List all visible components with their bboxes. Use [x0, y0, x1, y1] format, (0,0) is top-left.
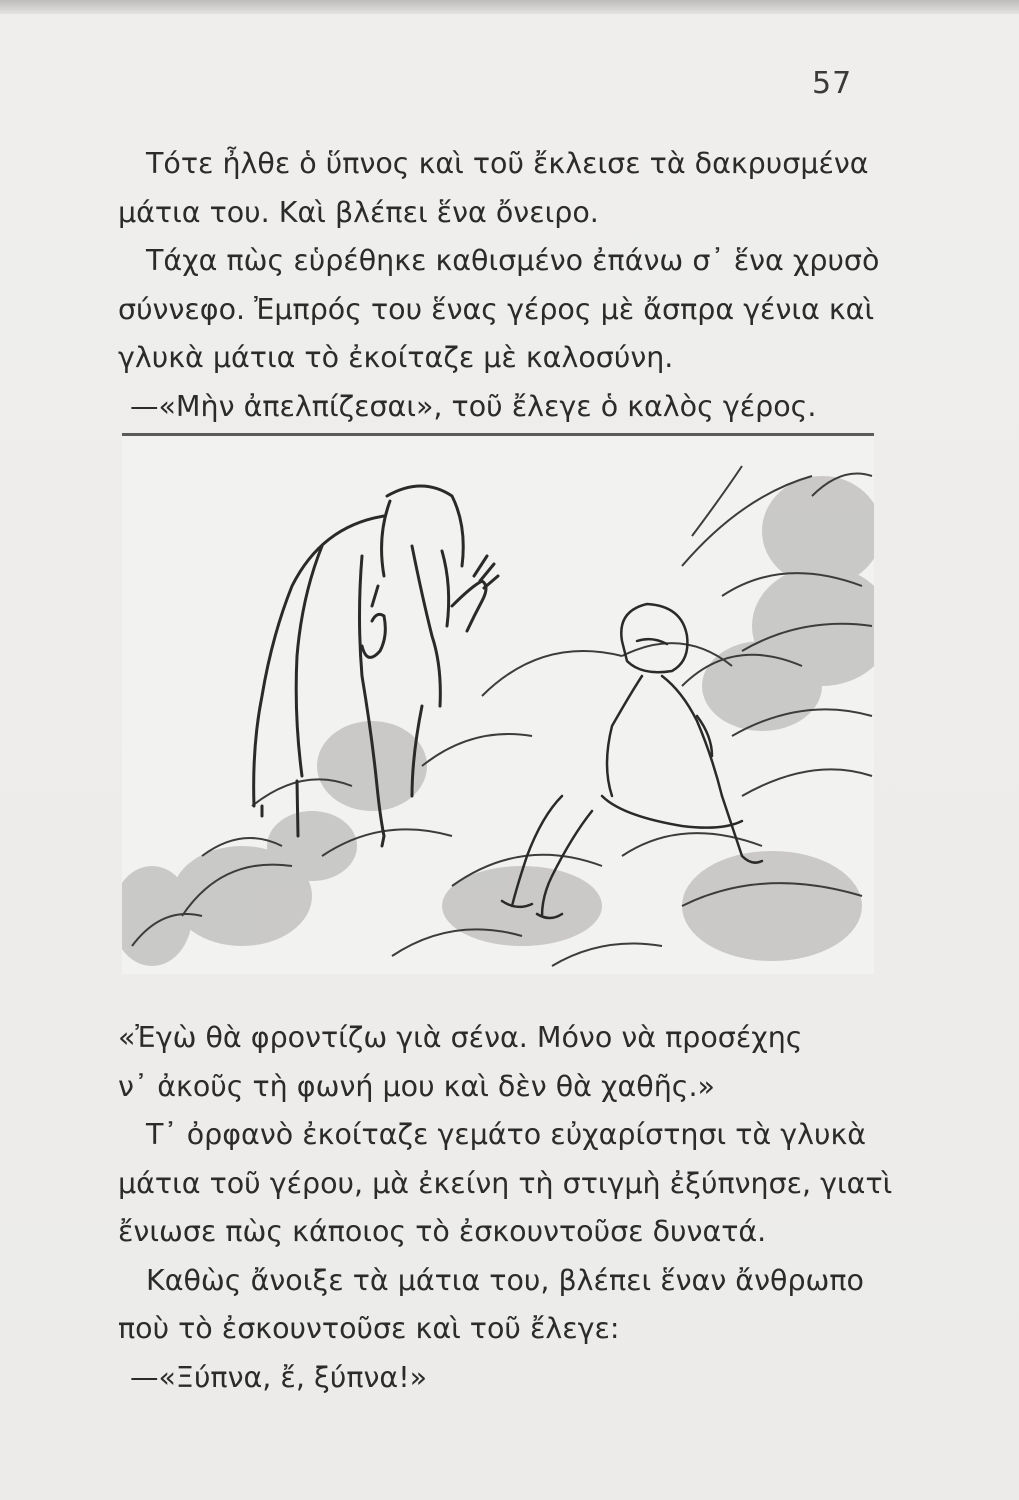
text-line: γλυκὰ μάτια τὸ ἐκοίταζε μὲ καλοσύνη. [118, 341, 674, 374]
illustration-old-man-and-child-on-clouds [122, 433, 874, 974]
text-block-top [118, 140, 908, 431]
text-line: Καθὼς ἄνοιξε τὰ μάτια του, βλέπει ἕναν ἄνθρωπο [146, 1263, 864, 1297]
text-line: Τάχα πὼς εὑρέθηκε καθισμένο ἐπάνω σ᾽ ἕνα χρυσὸ [146, 244, 880, 277]
text-line: ἔνιωσε πὼς κάποιος τὸ ἐσκουντοῦσε δυνατά. [118, 1215, 767, 1248]
page-top-edge [0, 0, 1019, 14]
text-line: —«Ξύπνα, ἔ, ξύπνα!» [130, 1360, 428, 1394]
text-line: Τότε ἦλθε ὁ ὕπνος καὶ τοῦ ἔκλεισε τὰ δακρυσμένα [146, 147, 869, 180]
page-number: 57 [812, 66, 853, 101]
text-line: μάτια τοῦ γέρου, μὰ ἐκείνη τὴ στιγμὴ ἐξύπνησε, γιατὶ [118, 1166, 893, 1200]
text-line: «Ἐγὼ θὰ φροντίζω γιὰ σένα. Μόνο νὰ προσέχης [118, 1021, 803, 1054]
text-line: —«Μὴν ἀπελπίζεσαι», τοῦ ἔλεγε ὁ καλὸς γέρος. [130, 389, 817, 423]
text-line: μάτια του. Καὶ βλέπει ἕνα ὄνειρο. [118, 195, 599, 229]
text-line: σύννεφο. Ἐμπρός του ἕνας γέρος μὲ ἄσπρα γένια καὶ [118, 292, 875, 326]
text-block-bottom [118, 1014, 908, 1402]
text-line: ν᾽ ἀκοῦς τὴ φωνή μου καὶ δὲν θὰ χαθῆς.» [118, 1069, 715, 1103]
text-line: ποὺ τὸ ἐσκουντοῦσε καὶ τοῦ ἔλεγε: [118, 1312, 620, 1345]
text-line: Τ᾽ ὀρφανὸ ἐκοίταζε γεμάτο εὐχαρίστησι τὰ γλυκὰ [146, 1118, 867, 1151]
